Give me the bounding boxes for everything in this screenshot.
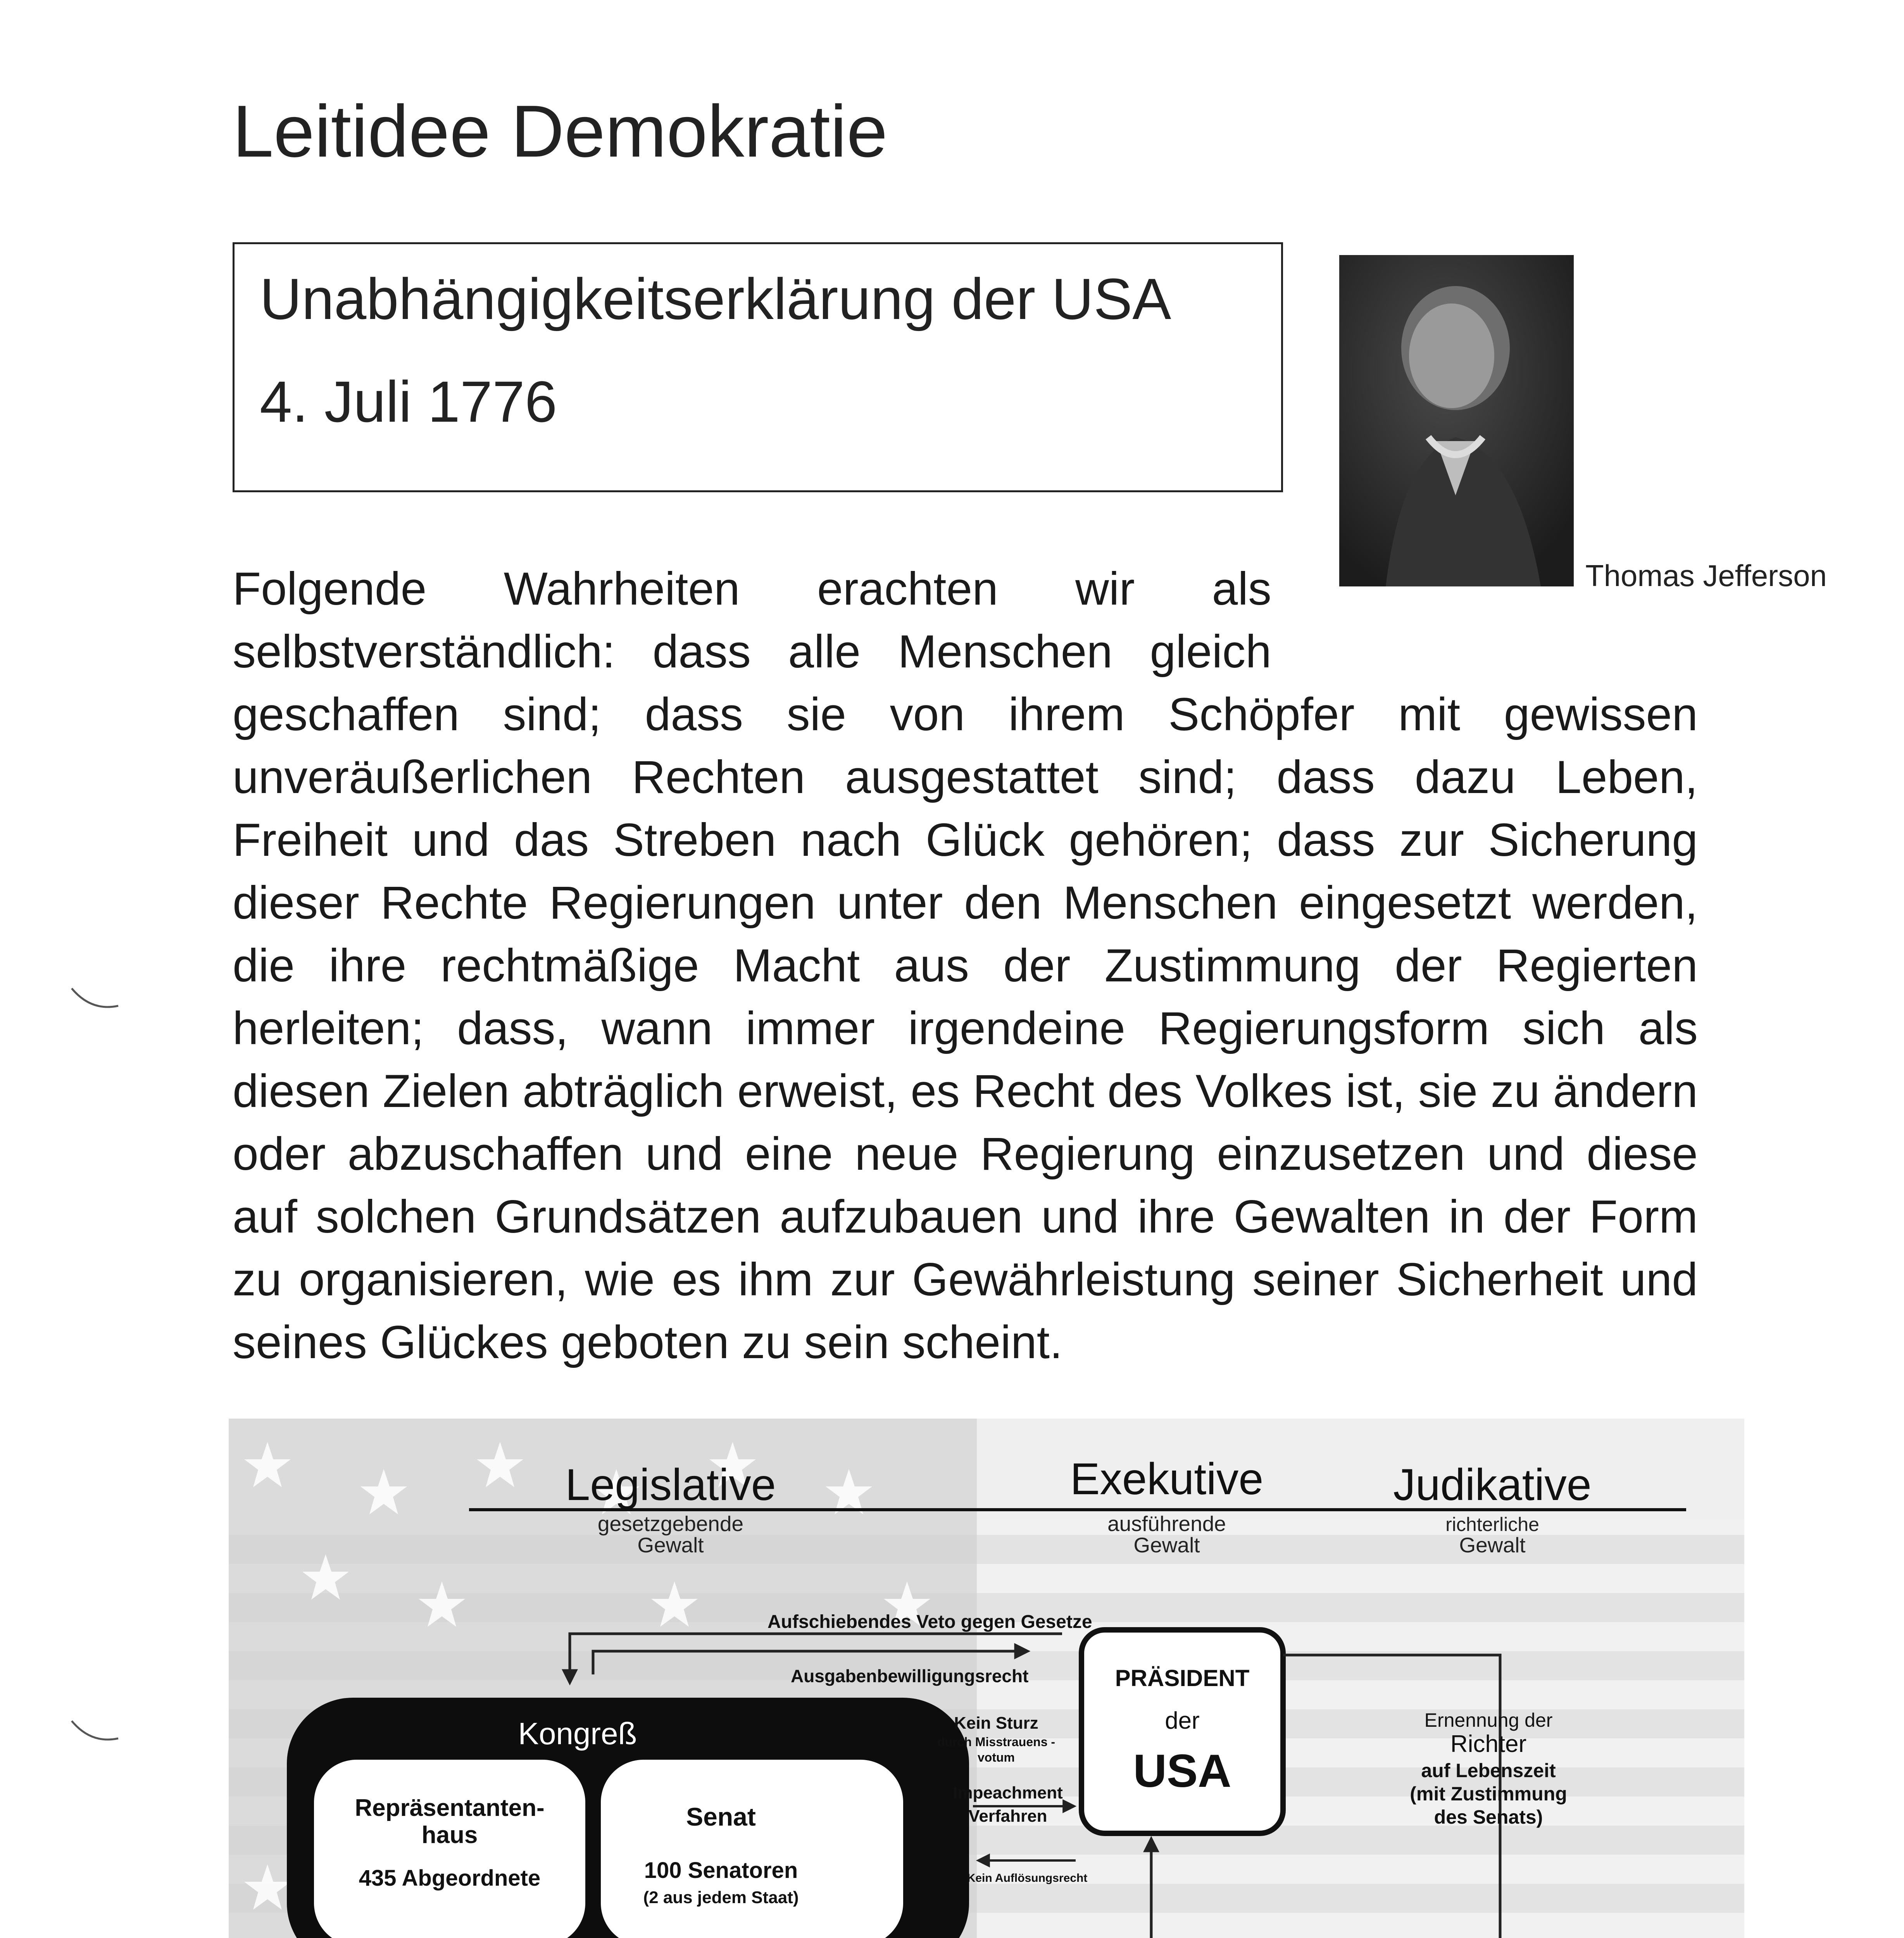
veto-label: Aufschiebendes Veto gegen Gesetze xyxy=(767,1612,1092,1632)
declaration-text-line2: selbstverständlich: dass alle Menschen gleich xyxy=(233,626,1271,678)
budget-label: Ausgabenbewilligungsrecht xyxy=(791,1666,1029,1686)
no-dissolution: Kein Auflösungsrecht xyxy=(967,1872,1088,1885)
legislative-title: Legislative xyxy=(565,1460,776,1510)
impeachment-1: Impeachment xyxy=(953,1783,1063,1802)
impeachment-2: Verfahren xyxy=(968,1807,1047,1826)
house-label-1: Repräsentanten- xyxy=(355,1795,545,1821)
senate-box xyxy=(601,1760,903,1938)
page-title: Leitidee Demokratie xyxy=(233,90,888,172)
declaration-text-line1: Folgende Wahrheiten erachten wir als xyxy=(233,563,1271,615)
senate-label: Senat xyxy=(686,1802,756,1831)
appointment-5: des Senats) xyxy=(1434,1806,1543,1828)
constitution-diagram xyxy=(229,1419,1744,1938)
appointment-4: (mit Zustimmung xyxy=(1410,1783,1567,1805)
legislative-sub1: gesetzgebende xyxy=(597,1512,744,1536)
header-date: 4. Juli 1776 xyxy=(260,369,557,434)
no-overthrow-1: Kein Sturz xyxy=(954,1714,1038,1733)
president-label-1: PRÄSIDENT xyxy=(1115,1665,1250,1691)
judicative-sub1: richterliche xyxy=(1445,1514,1539,1535)
binder-hole-mark xyxy=(68,985,122,1017)
portrait-image xyxy=(1339,255,1574,586)
no-overthrow-3: votum xyxy=(978,1750,1015,1764)
president-label-3: USA xyxy=(1133,1745,1231,1797)
congress-label: Kongreß xyxy=(518,1716,637,1751)
header-title: Unabhängigkeitserklärung der USA xyxy=(260,266,1171,331)
executive-title: Exekutive xyxy=(1070,1454,1264,1504)
appointment-3: auf Lebenszeit xyxy=(1421,1760,1556,1781)
portrait-illustration xyxy=(1339,255,1574,586)
legislative-sub2: Gewalt xyxy=(637,1533,704,1557)
binder-hole-mark xyxy=(68,1717,122,1750)
senate-note: (2 aus jedem Staat) xyxy=(643,1888,799,1907)
appointment-1: Ernennung der xyxy=(1424,1709,1553,1731)
house-box xyxy=(314,1760,585,1938)
judicative-title: Judikative xyxy=(1393,1460,1592,1510)
no-overthrow-2: durch Misstrauens - xyxy=(937,1735,1055,1749)
declaration-text: geschaffen sind; dass sie von ihrem Schöpfer mit gewissen unveräußerlichen Rechten ausgestattet sind; dass dazu Leben, Freiheit und das Streben nach Glück gehören; dass zur Sicherung dieser Rechte Regierungen unter den Menschen eingesetzt werden, die ihre rechtmäßige Macht aus der Zustimmung der Regierten herleiten; dass, wann immer irgendeine Regierungsform sich als diesen Zielen abträglich erweist, es Recht des Volkes ist, sie zu ändern oder abzuschaffen und eine neue Regierung einzusetzen und diese auf solchen Grundsätzen aufzubauen und ihre Gewalten in der Form zu organisieren, wie es ihm zur Gewährleistung seiner Sicherheit und seines Glückes geboten zu sein scheint. xyxy=(233,688,1698,1368)
president-label-2: der xyxy=(1165,1707,1200,1734)
executive-sub1: ausführende xyxy=(1107,1512,1226,1536)
judicative-sub2: Gewalt xyxy=(1459,1533,1526,1557)
appointment-2: Richter xyxy=(1450,1731,1527,1757)
house-count: 435 Abgeordnete xyxy=(359,1866,541,1891)
senate-count: 100 Senatoren xyxy=(644,1858,798,1883)
header-box xyxy=(233,242,1283,492)
executive-sub2: Gewalt xyxy=(1133,1533,1200,1557)
house-label-2: haus xyxy=(421,1822,478,1848)
portrait-caption: Thomas Jefferson xyxy=(1585,559,1827,593)
